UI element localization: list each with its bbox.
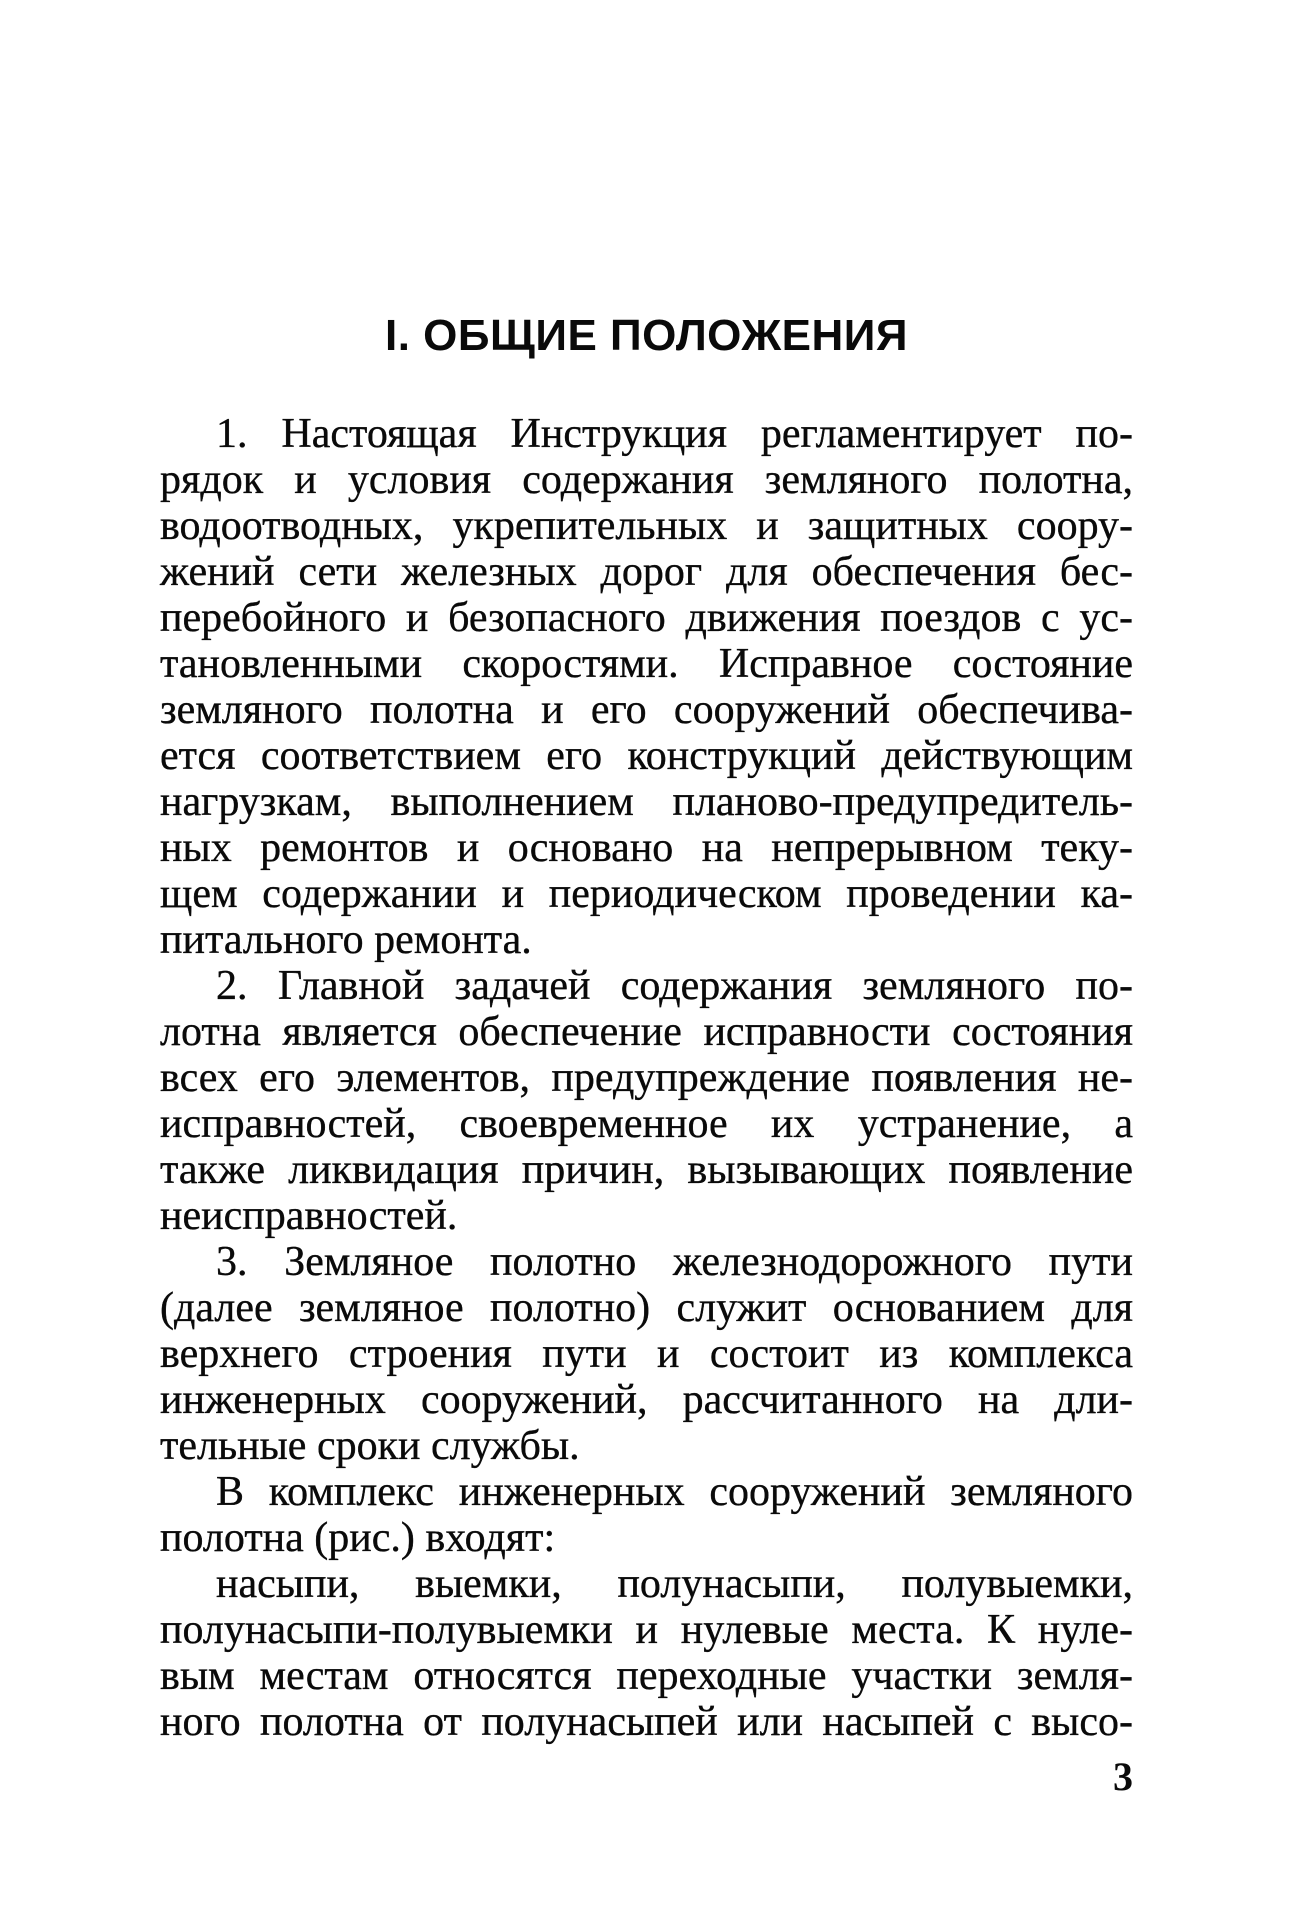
text-line: жений сети железных дорог для обеспечения бес-: [160, 549, 1133, 595]
text-line: исправностей, своевременное их устранение, а: [160, 1101, 1133, 1147]
paragraph-4: [160, 1469, 1133, 1561]
paragraph-3: [160, 1239, 1133, 1469]
text-line: ных ремонтов и основано на непрерывном теку-: [160, 825, 1133, 871]
text-line: тельные сроки службы.: [160, 1423, 580, 1469]
text-line: 2. Главной задачей содержания земляного по-: [216, 963, 1133, 1009]
text-line: верхнего строения пути и состоит из комплекса: [160, 1331, 1133, 1377]
paragraph-1: [160, 411, 1133, 963]
paragraph-2: [160, 963, 1133, 1239]
text-line: неисправностей.: [160, 1193, 458, 1239]
text-line: перебойного и безопасного движения поездов с ус-: [160, 595, 1133, 641]
text-line: ется соответствием его конструкций действующим: [160, 733, 1133, 779]
text-line: инженерных сооружений, рассчитанного на дли-: [160, 1377, 1133, 1423]
text-line: всех его элементов, предупреждение появления не-: [160, 1055, 1133, 1101]
text-line: тановленными скоростями. Исправное состояние: [160, 641, 1133, 687]
text-line: лотна является обеспечение исправности состояния: [160, 1009, 1133, 1055]
paragraph-5: [160, 1561, 1133, 1745]
text-line: щем содержании и периодическом проведении ка-: [160, 871, 1133, 917]
text-line: полунасыпи-полувыемки и нулевые места. К нуле-: [160, 1607, 1133, 1653]
text-line: 1. Настоящая Инструкция регламентирует по-: [216, 411, 1133, 457]
text-line: рядок и условия содержания земляного полотна,: [160, 457, 1133, 503]
body-text: [160, 411, 1133, 1745]
text-line: вым местам относятся переходные участки земля-: [160, 1653, 1133, 1699]
section-heading: I. ОБЩИЕ ПОЛОЖЕНИЯ: [385, 311, 908, 360]
text-line: В комплекс инженерных сооружений земляного: [216, 1469, 1133, 1515]
text-line: насыпи, выемки, полунасыпи, полувыемки,: [216, 1561, 1133, 1607]
page-number: 3: [1113, 1754, 1133, 1799]
text-line: ного полотна от полунасыпей или насыпей с высо-: [160, 1699, 1133, 1745]
text-line: (далее земляное полотно) служит основанием для: [160, 1285, 1133, 1331]
text-line: 3. Земляное полотно железнодорожного пути: [216, 1239, 1133, 1285]
text-line: водоотводных, укрепительных и защитных соору-: [160, 503, 1133, 549]
text-line: нагрузкам, выполнением планово-предупредитель-: [160, 779, 1133, 825]
text-line: полотна (рис.) входят:: [160, 1515, 556, 1561]
text-line: земляного полотна и его сооружений обеспечива-: [160, 687, 1133, 733]
text-line: также ликвидация причин, вызывающих появление: [160, 1147, 1133, 1193]
text-line: питального ремонта.: [160, 917, 532, 963]
